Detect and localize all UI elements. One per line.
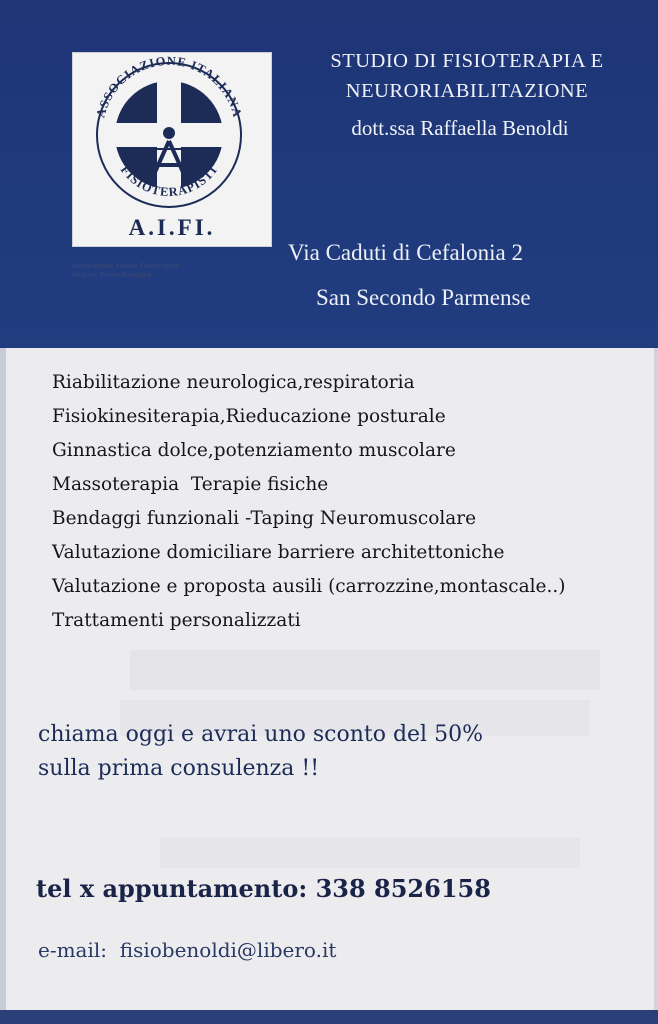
doctor-name: dott.ssa Raffaella Benoldi xyxy=(351,116,569,140)
offer-line-2: sulla prima consulenza !! xyxy=(38,756,320,781)
address-street: Via Caduti di Cefalonia 2 xyxy=(288,240,523,265)
aifi-acronym: A.I.FI. xyxy=(128,215,216,240)
bottom-strip xyxy=(0,1010,658,1024)
service-item: Valutazione domiciliare barriere architettoniche xyxy=(52,542,505,563)
email-contact: e-mail: fisiobenoldi@libero.it xyxy=(38,938,337,962)
association-region xyxy=(72,262,272,280)
studio-name xyxy=(278,46,656,106)
ring-text-top: ASSOCIAZIONE ITALIANA xyxy=(93,53,245,120)
service-item: Riabilitazione neurologica,respiratoria xyxy=(52,372,415,393)
offer-line-1: chiama oggi e avrai uno sconto del 50% xyxy=(38,722,483,747)
service-item: Valutazione e proposta ausili (carrozzine,montascale..) xyxy=(52,576,566,597)
service-item: Trattamenti personalizzati xyxy=(52,610,301,631)
services-list xyxy=(52,366,565,638)
offer xyxy=(38,718,483,786)
phone-appointment: tel x appuntamento: 338 8526158 xyxy=(36,874,491,903)
left-edge xyxy=(0,348,6,1010)
right-edge xyxy=(654,348,658,1010)
region-line-2: Regione Emilia Romagna xyxy=(72,272,152,279)
address-city: San Secondo Parmense xyxy=(316,285,531,310)
service-item: Bendaggi funzionali -Taping Neuromuscolare xyxy=(52,508,477,529)
ring-text-bottom: FISIOTERAPISTI xyxy=(117,162,221,200)
service-item: Fisiokinesiterapia,Rieducazione posturale xyxy=(52,406,446,427)
service-item: Massoterapia Terapie fisiche xyxy=(52,474,329,495)
studio-name-line-2: NEURORIABILITAZIONE xyxy=(345,80,589,102)
aifi-logo xyxy=(72,52,272,247)
service-item: Ginnastica dolce,potenziamento muscolare xyxy=(52,440,456,461)
region-line-1: Associazione Italiana Fisioterapisti xyxy=(72,263,179,270)
studio-name-line-1: STUDIO DI FISIOTERAPIA E xyxy=(330,50,604,72)
